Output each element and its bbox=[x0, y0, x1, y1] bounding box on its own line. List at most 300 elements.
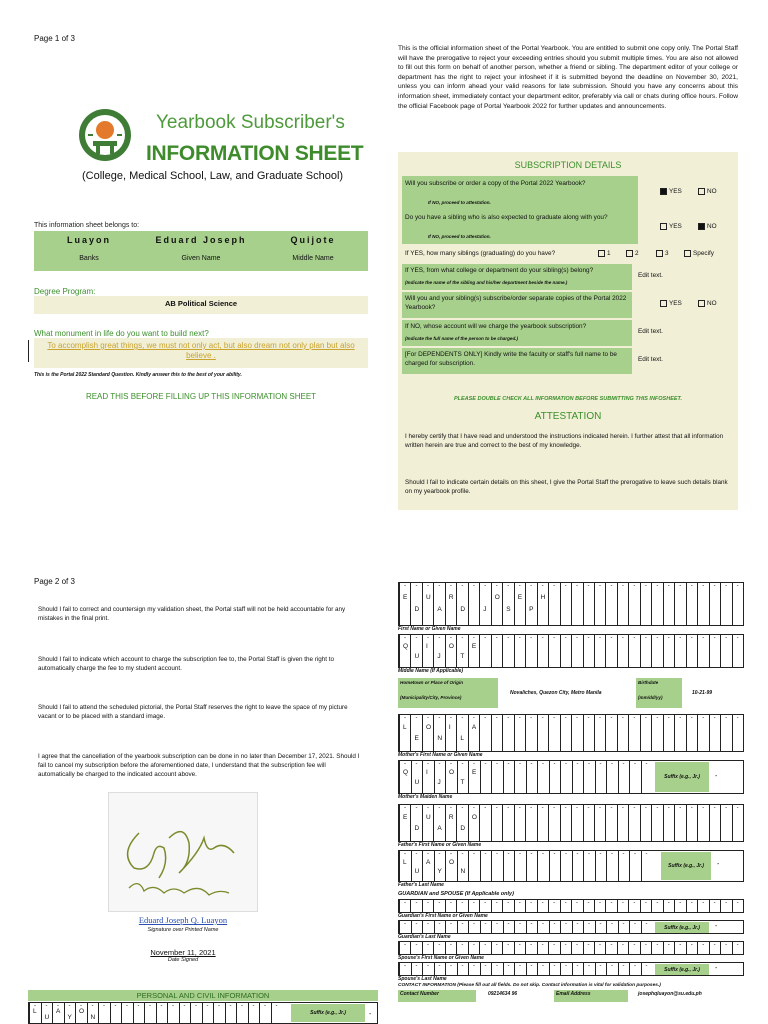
char-box[interactable] bbox=[479, 715, 490, 751]
char-box[interactable] bbox=[651, 583, 662, 625]
char-box[interactable] bbox=[456, 805, 467, 841]
char-box[interactable] bbox=[41, 1003, 53, 1023]
char-box[interactable] bbox=[399, 963, 411, 975]
char-box[interactable] bbox=[560, 583, 571, 625]
char-box[interactable] bbox=[445, 761, 457, 793]
char-box[interactable] bbox=[399, 942, 410, 954]
char-box[interactable] bbox=[594, 583, 605, 625]
char-box[interactable] bbox=[674, 583, 685, 625]
char-box[interactable] bbox=[537, 635, 548, 667]
char-box[interactable] bbox=[399, 851, 411, 881]
char-box[interactable] bbox=[537, 921, 549, 933]
char-box[interactable] bbox=[583, 963, 595, 975]
char-box[interactable] bbox=[433, 583, 444, 625]
char-box[interactable] bbox=[526, 963, 538, 975]
char-box[interactable] bbox=[709, 900, 720, 912]
char-box[interactable] bbox=[663, 805, 674, 841]
char-box[interactable] bbox=[732, 715, 743, 751]
char-box[interactable] bbox=[548, 942, 559, 954]
char-box[interactable] bbox=[617, 583, 628, 625]
char-box[interactable] bbox=[651, 942, 662, 954]
char-box[interactable] bbox=[628, 635, 639, 667]
char-box[interactable] bbox=[410, 900, 421, 912]
char-box[interactable] bbox=[697, 583, 708, 625]
char-box[interactable] bbox=[709, 635, 720, 667]
char-box[interactable] bbox=[663, 900, 674, 912]
char-box[interactable] bbox=[133, 1003, 145, 1023]
char-box[interactable] bbox=[560, 942, 571, 954]
char-box[interactable] bbox=[411, 761, 423, 793]
char-box[interactable] bbox=[410, 715, 421, 751]
char-box[interactable] bbox=[605, 900, 616, 912]
char-box[interactable] bbox=[617, 942, 628, 954]
char-box[interactable] bbox=[503, 761, 515, 793]
char-box[interactable] bbox=[629, 761, 641, 793]
char-box[interactable] bbox=[514, 583, 525, 625]
char-box[interactable] bbox=[422, 761, 434, 793]
char-box[interactable] bbox=[480, 761, 492, 793]
char-box[interactable] bbox=[560, 851, 572, 881]
char-box[interactable] bbox=[548, 900, 559, 912]
char-box[interactable] bbox=[525, 805, 536, 841]
char-box[interactable] bbox=[697, 942, 708, 954]
char-box[interactable] bbox=[549, 963, 561, 975]
char-box[interactable] bbox=[422, 921, 434, 933]
char-box[interactable] bbox=[457, 851, 469, 881]
char-box[interactable] bbox=[663, 715, 674, 751]
char-box[interactable] bbox=[697, 805, 708, 841]
char-box[interactable] bbox=[651, 900, 662, 912]
char-box[interactable] bbox=[697, 635, 708, 667]
char-box[interactable] bbox=[571, 900, 582, 912]
char-box[interactable] bbox=[399, 900, 410, 912]
char-box[interactable] bbox=[29, 1003, 41, 1023]
char-box[interactable] bbox=[491, 921, 503, 933]
char-box[interactable] bbox=[572, 851, 584, 881]
char-box[interactable] bbox=[259, 1003, 271, 1023]
char-box[interactable] bbox=[502, 583, 513, 625]
char-box[interactable] bbox=[399, 715, 410, 751]
char-box[interactable] bbox=[457, 761, 469, 793]
char-box[interactable] bbox=[399, 583, 410, 625]
char-box[interactable] bbox=[686, 583, 697, 625]
char-box[interactable] bbox=[641, 921, 653, 933]
char-box[interactable] bbox=[618, 921, 630, 933]
char-box[interactable] bbox=[468, 583, 479, 625]
char-box[interactable] bbox=[572, 761, 584, 793]
char-box[interactable] bbox=[480, 921, 492, 933]
char-box[interactable] bbox=[399, 635, 410, 667]
char-box[interactable] bbox=[491, 851, 503, 881]
char-box[interactable] bbox=[480, 851, 492, 881]
char-box[interactable] bbox=[674, 942, 685, 954]
char-box[interactable] bbox=[537, 851, 549, 881]
char-box[interactable] bbox=[605, 635, 616, 667]
char-box[interactable] bbox=[468, 963, 480, 975]
q3-option-specify[interactable]: Specify bbox=[684, 250, 714, 259]
char-box[interactable] bbox=[720, 942, 731, 954]
char-box[interactable] bbox=[595, 963, 607, 975]
char-box[interactable] bbox=[514, 851, 526, 881]
char-box[interactable] bbox=[583, 942, 594, 954]
char-box[interactable] bbox=[628, 805, 639, 841]
char-box[interactable] bbox=[411, 963, 423, 975]
char-box[interactable] bbox=[549, 851, 561, 881]
char-box[interactable] bbox=[167, 1003, 179, 1023]
char-box[interactable] bbox=[537, 963, 549, 975]
char-box[interactable] bbox=[514, 715, 525, 751]
char-box[interactable] bbox=[480, 963, 492, 975]
char-box[interactable] bbox=[583, 921, 595, 933]
q3-option-3[interactable]: 3 bbox=[656, 250, 669, 259]
char-box[interactable] bbox=[502, 942, 513, 954]
char-box[interactable] bbox=[411, 921, 423, 933]
char-box[interactable] bbox=[640, 635, 651, 667]
char-box[interactable] bbox=[686, 715, 697, 751]
char-box[interactable] bbox=[410, 805, 421, 841]
monument-field[interactable] bbox=[34, 338, 368, 368]
char-box[interactable] bbox=[605, 942, 616, 954]
hometown-value[interactable]: Novaliches, Quezon City, Metro Manila bbox=[510, 690, 602, 696]
char-box[interactable] bbox=[525, 900, 536, 912]
char-box[interactable] bbox=[594, 635, 605, 667]
char-box[interactable] bbox=[422, 851, 434, 881]
char-box[interactable] bbox=[651, 805, 662, 841]
char-box[interactable] bbox=[422, 942, 433, 954]
char-box[interactable] bbox=[445, 583, 456, 625]
char-box[interactable] bbox=[640, 715, 651, 751]
char-box[interactable] bbox=[491, 942, 502, 954]
char-box[interactable] bbox=[503, 921, 515, 933]
char-box[interactable] bbox=[526, 851, 538, 881]
char-box[interactable] bbox=[548, 715, 559, 751]
char-box[interactable] bbox=[445, 715, 456, 751]
char-box[interactable] bbox=[594, 900, 605, 912]
char-box[interactable] bbox=[605, 805, 616, 841]
char-box[interactable] bbox=[617, 715, 628, 751]
char-box[interactable] bbox=[503, 851, 515, 881]
char-box[interactable] bbox=[732, 942, 743, 954]
char-box[interactable] bbox=[468, 921, 480, 933]
char-box[interactable] bbox=[628, 583, 639, 625]
char-box[interactable] bbox=[537, 715, 548, 751]
char-box[interactable] bbox=[525, 583, 536, 625]
char-box[interactable] bbox=[628, 900, 639, 912]
char-box[interactable] bbox=[572, 963, 584, 975]
char-box[interactable] bbox=[433, 715, 444, 751]
char-box[interactable] bbox=[606, 963, 618, 975]
char-box[interactable] bbox=[422, 900, 433, 912]
char-box[interactable] bbox=[583, 805, 594, 841]
char-box[interactable] bbox=[514, 963, 526, 975]
char-box[interactable] bbox=[595, 921, 607, 933]
char-box[interactable] bbox=[110, 1003, 122, 1023]
char-box[interactable] bbox=[121, 1003, 133, 1023]
q1-no-option[interactable]: NO bbox=[698, 188, 717, 197]
char-box[interactable] bbox=[433, 942, 444, 954]
char-box[interactable] bbox=[732, 583, 743, 625]
char-box[interactable] bbox=[686, 635, 697, 667]
char-box[interactable] bbox=[399, 805, 410, 841]
char-box[interactable] bbox=[502, 900, 513, 912]
q1-yes-option[interactable]: YES bbox=[660, 188, 682, 197]
q6-edit-field[interactable]: Edit text. bbox=[638, 328, 663, 335]
char-box[interactable] bbox=[514, 921, 526, 933]
char-box[interactable] bbox=[468, 715, 479, 751]
char-box[interactable] bbox=[514, 805, 525, 841]
char-box[interactable] bbox=[663, 583, 674, 625]
char-box[interactable] bbox=[583, 761, 595, 793]
q5-no-option[interactable]: NO bbox=[698, 300, 717, 309]
char-box[interactable] bbox=[514, 761, 526, 793]
q3-option-2[interactable]: 2 bbox=[626, 250, 639, 259]
char-box[interactable] bbox=[709, 942, 720, 954]
char-box[interactable] bbox=[422, 805, 433, 841]
char-box[interactable] bbox=[641, 761, 653, 793]
char-box[interactable] bbox=[732, 635, 743, 667]
char-box[interactable] bbox=[503, 963, 515, 975]
char-box[interactable] bbox=[434, 963, 446, 975]
char-box[interactable] bbox=[502, 805, 513, 841]
char-box[interactable] bbox=[491, 900, 502, 912]
char-box[interactable] bbox=[697, 900, 708, 912]
char-box[interactable] bbox=[617, 900, 628, 912]
char-box[interactable] bbox=[594, 942, 605, 954]
char-box[interactable] bbox=[640, 942, 651, 954]
char-box[interactable] bbox=[479, 900, 490, 912]
char-box[interactable] bbox=[456, 635, 467, 667]
char-box[interactable] bbox=[410, 635, 421, 667]
char-box[interactable] bbox=[457, 963, 469, 975]
char-box[interactable] bbox=[491, 583, 502, 625]
char-box[interactable] bbox=[583, 715, 594, 751]
char-box[interactable] bbox=[663, 942, 674, 954]
char-box[interactable] bbox=[525, 635, 536, 667]
char-box[interactable] bbox=[468, 805, 479, 841]
char-box[interactable] bbox=[468, 761, 480, 793]
char-box[interactable] bbox=[491, 805, 502, 841]
char-box[interactable] bbox=[422, 715, 433, 751]
char-box[interactable] bbox=[605, 583, 616, 625]
char-box[interactable] bbox=[422, 583, 433, 625]
mother-maiden-grid[interactable] bbox=[398, 760, 744, 794]
char-box[interactable] bbox=[618, 851, 630, 881]
mother-first-grid[interactable] bbox=[398, 714, 744, 752]
char-box[interactable] bbox=[410, 942, 421, 954]
email-value[interactable]: josephqluayon@su.edu.ph bbox=[638, 991, 702, 997]
char-box[interactable] bbox=[548, 635, 559, 667]
char-box[interactable] bbox=[445, 805, 456, 841]
char-box[interactable] bbox=[560, 900, 571, 912]
char-box[interactable] bbox=[526, 921, 538, 933]
char-box[interactable] bbox=[526, 761, 538, 793]
char-box[interactable] bbox=[537, 761, 549, 793]
char-box[interactable] bbox=[468, 851, 480, 881]
char-box[interactable] bbox=[144, 1003, 156, 1023]
char-box[interactable] bbox=[583, 900, 594, 912]
char-box[interactable] bbox=[618, 963, 630, 975]
char-box[interactable] bbox=[502, 635, 513, 667]
char-box[interactable] bbox=[434, 761, 446, 793]
contact-number-value[interactable]: 09214634 96 bbox=[488, 991, 518, 997]
char-box[interactable] bbox=[445, 921, 457, 933]
char-box[interactable] bbox=[433, 635, 444, 667]
char-box[interactable] bbox=[571, 805, 582, 841]
char-box[interactable] bbox=[399, 761, 411, 793]
char-box[interactable] bbox=[213, 1003, 225, 1023]
char-box[interactable] bbox=[686, 942, 697, 954]
char-box[interactable] bbox=[456, 715, 467, 751]
char-box[interactable] bbox=[445, 635, 456, 667]
char-box[interactable] bbox=[674, 805, 685, 841]
birthdate-value[interactable]: 10-21-99 bbox=[692, 690, 713, 696]
char-box[interactable] bbox=[606, 851, 618, 881]
char-box[interactable] bbox=[491, 963, 503, 975]
char-box[interactable] bbox=[537, 805, 548, 841]
char-box[interactable] bbox=[445, 963, 457, 975]
char-box[interactable] bbox=[709, 805, 720, 841]
char-box[interactable] bbox=[548, 805, 559, 841]
char-box[interactable] bbox=[87, 1003, 99, 1023]
char-box[interactable] bbox=[179, 1003, 191, 1023]
char-box[interactable] bbox=[468, 942, 479, 954]
char-box[interactable] bbox=[548, 583, 559, 625]
char-box[interactable] bbox=[583, 851, 595, 881]
char-box[interactable] bbox=[514, 900, 525, 912]
char-box[interactable] bbox=[560, 963, 572, 975]
char-box[interactable] bbox=[617, 635, 628, 667]
char-box[interactable] bbox=[560, 715, 571, 751]
char-box[interactable] bbox=[433, 900, 444, 912]
char-box[interactable] bbox=[457, 921, 469, 933]
char-box[interactable] bbox=[479, 942, 490, 954]
char-box[interactable] bbox=[549, 761, 561, 793]
char-box[interactable] bbox=[583, 583, 594, 625]
q2-no-option[interactable]: NO bbox=[698, 223, 717, 232]
guardian-first-grid[interactable] bbox=[398, 899, 744, 913]
char-box[interactable] bbox=[456, 942, 467, 954]
char-box[interactable] bbox=[674, 715, 685, 751]
char-box[interactable] bbox=[491, 635, 502, 667]
char-box[interactable] bbox=[537, 583, 548, 625]
middle-name-grid[interactable] bbox=[398, 634, 744, 668]
char-box[interactable] bbox=[502, 715, 513, 751]
char-box[interactable] bbox=[468, 900, 479, 912]
char-box[interactable] bbox=[572, 921, 584, 933]
char-box[interactable] bbox=[571, 635, 582, 667]
char-box[interactable] bbox=[549, 921, 561, 933]
char-box[interactable] bbox=[525, 715, 536, 751]
char-box[interactable] bbox=[491, 715, 502, 751]
char-box[interactable] bbox=[709, 583, 720, 625]
char-box[interactable] bbox=[456, 900, 467, 912]
char-box[interactable] bbox=[445, 851, 457, 881]
char-box[interactable] bbox=[651, 715, 662, 751]
char-box[interactable] bbox=[560, 805, 571, 841]
char-box[interactable] bbox=[697, 715, 708, 751]
char-box[interactable] bbox=[629, 921, 641, 933]
q2-yes-option[interactable]: YES bbox=[660, 223, 682, 232]
q7-edit-field[interactable]: Edit text. bbox=[638, 356, 663, 363]
char-box[interactable] bbox=[433, 805, 444, 841]
char-box[interactable] bbox=[537, 942, 548, 954]
guardian-last-grid[interactable] bbox=[398, 920, 744, 934]
char-box[interactable] bbox=[594, 805, 605, 841]
father-first-grid[interactable] bbox=[398, 804, 744, 842]
char-box[interactable] bbox=[674, 635, 685, 667]
char-box[interactable] bbox=[629, 963, 641, 975]
char-box[interactable] bbox=[399, 921, 411, 933]
char-box[interactable] bbox=[479, 583, 490, 625]
char-box[interactable] bbox=[594, 715, 605, 751]
char-box[interactable] bbox=[674, 900, 685, 912]
char-box[interactable] bbox=[732, 900, 743, 912]
char-box[interactable] bbox=[686, 900, 697, 912]
char-box[interactable] bbox=[571, 583, 582, 625]
char-box[interactable] bbox=[720, 583, 731, 625]
char-box[interactable] bbox=[434, 851, 446, 881]
degree-field[interactable] bbox=[34, 296, 368, 314]
char-box[interactable] bbox=[732, 805, 743, 841]
char-box[interactable] bbox=[75, 1003, 87, 1023]
char-box[interactable] bbox=[686, 805, 697, 841]
char-box[interactable] bbox=[52, 1003, 64, 1023]
char-box[interactable] bbox=[456, 583, 467, 625]
spouse-last-grid[interactable] bbox=[398, 962, 744, 976]
spouse-first-grid[interactable] bbox=[398, 941, 744, 955]
char-box[interactable] bbox=[445, 900, 456, 912]
char-box[interactable] bbox=[629, 851, 641, 881]
char-box[interactable] bbox=[236, 1003, 248, 1023]
char-box[interactable] bbox=[491, 761, 503, 793]
char-box[interactable] bbox=[618, 761, 630, 793]
char-box[interactable] bbox=[651, 635, 662, 667]
char-box[interactable] bbox=[514, 942, 525, 954]
char-box[interactable] bbox=[434, 921, 446, 933]
char-box[interactable] bbox=[641, 963, 653, 975]
char-box[interactable] bbox=[720, 900, 731, 912]
q5-yes-option[interactable]: YES bbox=[660, 300, 682, 309]
char-box[interactable] bbox=[156, 1003, 168, 1023]
char-box[interactable] bbox=[271, 1003, 283, 1023]
char-box[interactable] bbox=[98, 1003, 110, 1023]
q4-edit-field[interactable]: Edit text. bbox=[638, 272, 663, 279]
char-box[interactable] bbox=[640, 805, 651, 841]
char-box[interactable] bbox=[560, 635, 571, 667]
char-box[interactable] bbox=[583, 635, 594, 667]
char-box[interactable] bbox=[560, 921, 572, 933]
surname-grid[interactable] bbox=[28, 1002, 378, 1024]
char-box[interactable] bbox=[605, 715, 616, 751]
first-name-grid[interactable] bbox=[398, 582, 744, 626]
char-box[interactable] bbox=[479, 805, 490, 841]
char-box[interactable] bbox=[445, 942, 456, 954]
char-box[interactable] bbox=[411, 851, 423, 881]
char-box[interactable] bbox=[560, 761, 572, 793]
father-last-grid[interactable] bbox=[398, 850, 744, 882]
char-box[interactable] bbox=[410, 583, 421, 625]
char-box[interactable] bbox=[606, 761, 618, 793]
char-box[interactable] bbox=[640, 900, 651, 912]
char-box[interactable] bbox=[720, 715, 731, 751]
char-box[interactable] bbox=[595, 851, 607, 881]
char-box[interactable] bbox=[663, 635, 674, 667]
char-box[interactable] bbox=[641, 851, 653, 881]
char-box[interactable] bbox=[479, 635, 490, 667]
char-box[interactable] bbox=[468, 635, 479, 667]
char-box[interactable] bbox=[720, 635, 731, 667]
char-box[interactable] bbox=[537, 900, 548, 912]
